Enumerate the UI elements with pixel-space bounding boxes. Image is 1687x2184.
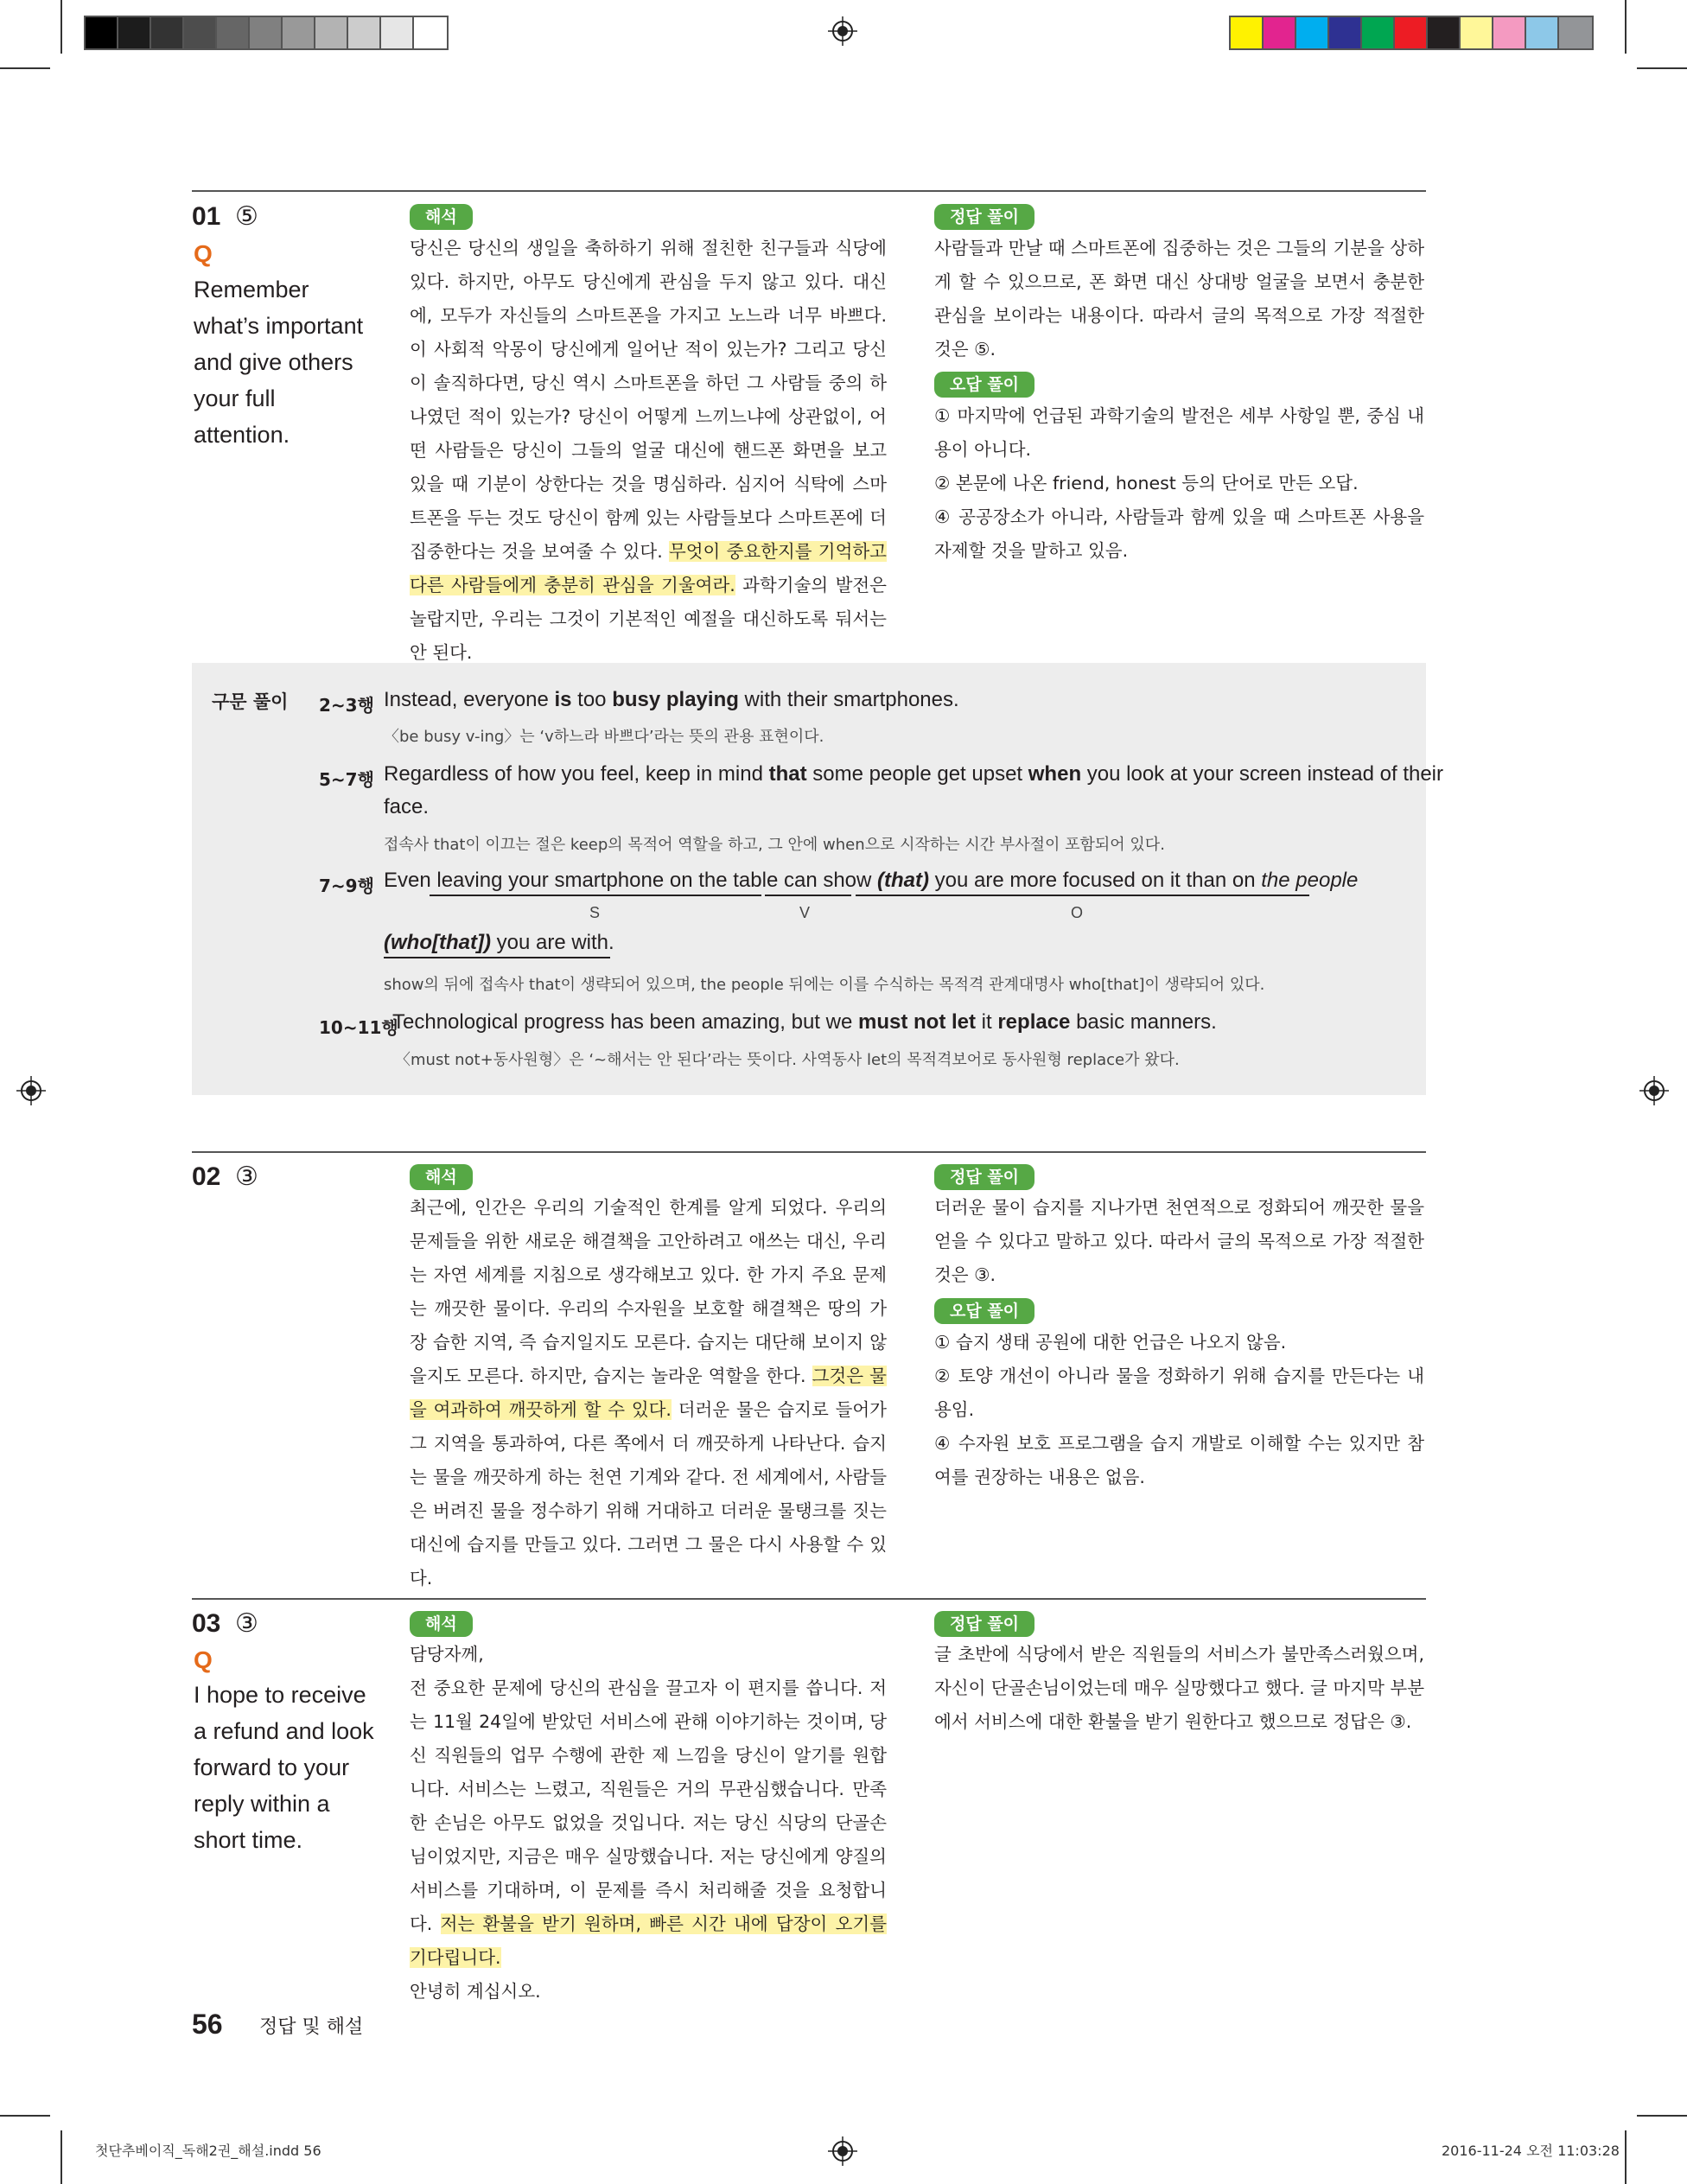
- grammar-note: show의 뒤에 접속사 that이 생략되어 있으며, the people 뒤에는 이를 수식하는 목적격 관계대명사 who[that]이 생략되어 있다.: [384, 976, 1265, 994]
- grayscale-color-bar: [84, 16, 449, 50]
- registration-mark-right: [1639, 1076, 1669, 1105]
- color-swatch: [381, 17, 414, 48]
- wrong-answer-badge: 오답 풀이: [934, 1298, 1034, 1324]
- color-swatch: [118, 17, 151, 48]
- question-number: 02 ③: [192, 1162, 258, 1191]
- answer-badge: 정답 풀이: [934, 204, 1034, 230]
- answer-explanation: 사람들과 만날 때 스마트폰에 집중하는 것은 그들의 기분을 상하게 할 수 있으므로, 폰 화면 대신 상대방 얼굴을 보면서 충분한 관심을 보이라는 내용이다. 따라서 글의 목적으로 가장 적절한 것은 ⑤.: [934, 238, 1425, 360]
- crop-mark: [60, 0, 62, 54]
- translation-text: 담당자께, 전 중요한 문제에 당신의 관심을 끌고자 이 편지를 씁니다. 저는 11월 24일에 받았던 서비스에 관해 이야기하는 것이며, 당신 직원들의 업무 수행에 관한 제 느낌을 당신이 알기를 원합니다. 서비스는 느렸고, 직원들은 거의 무관심했습니다. 만족한 손님은 아무도 없었을 것입니다. 저는 당신 식당의 단골손님이었지만, 지금은 매우 실망했습니다. 저는 당신에게 양질의 서비스를 기대하며, 이 문제를 즉시 처리해줄 것을 요청합니다. 저는 환불을 받기 원하며, 빠른 시간 내에 답장이 오기를 기다립니다. 안녕히 계십시오.: [410, 1638, 887, 2009]
- line-ref: 5~7행: [319, 769, 374, 790]
- color-swatch: [1231, 17, 1264, 48]
- section-divider: [192, 190, 1426, 192]
- grammar-sentence: Regardless of how you feel, keep in mind that some people get upset when you look at your screen instead of their: [384, 762, 1444, 786]
- list-item: ④ 수자원 보호 프로그램을 습지 개발로 이해할 수는 있지만 참여를 권장하는 내용은 없음.: [934, 1433, 1424, 1487]
- grammar-sentence-cont: (who[that]) you are with.: [384, 931, 614, 954]
- section-divider: [192, 1598, 1426, 1600]
- letter-greeting: 담당자께,: [410, 1644, 484, 1665]
- color-swatch: [1493, 17, 1526, 48]
- answer-explanation: 글 초반에 식당에서 받은 직원들의 서비스가 불만족스러웠으며, 자신이 단골손님이었는데 매우 실망했다고 했다. 글 마지막 부분에서 서비스에 대한 환불을 받기 원한다고 했으므로 정답은 ③.: [934, 1644, 1425, 1732]
- translation-text: 당신은 당신의 생일을 축하하기 위해 절친한 친구들과 식당에 있다. 하지만, 아무도 당신에게 관심을 두지 않고 있다. 대신에, 모두가 자신들의 스마트폰을 가지고 노느라 너무 바쁘다. 이 사회적 악몽이 당신에게 일어난 적이 있는가? 그리고 당신이 솔직하다면, 당신 역시 스마트폰을 하던 그 사람들 중의 하나였던 적이 있는가? 당신이 어떻게 느끼느냐에 상관없이, 어떤 사람들은 당신이 그들의 얼굴 대신에 핸드폰 화면을 보고 있을 때 기분이 상한다는 것을 명심하라. 심지어 식탁에 스마트폰을 두는 것도 당신이 함께 있는 사람들보다 스마트폰에 더 집중한다는 것을 보여줄 수 있다. 무엇이 중요한지를 기억하고 다른 사람들에게 충분히 관심을 기울여라. 과학기술의 발전은 놀랍지만, 우리는 그것이 기본적인 예절을 대신하도록 둬서는 안 된다.: [410, 238, 887, 663]
- object-underline: [384, 957, 610, 958]
- translation-badge: 해석: [410, 204, 473, 230]
- color-swatch: [1559, 17, 1592, 48]
- translation-badge: 해석: [410, 1164, 473, 1190]
- crop-mark: [1637, 67, 1687, 69]
- grammar-note: 접속사 that이 이끄는 절은 keep의 목적어 역할을 하고, 그 안에 when으로 시작하는 시간 부사절이 포함되어 있다.: [384, 836, 1165, 854]
- q-marker: Q: [194, 240, 213, 267]
- color-swatch: [1395, 17, 1428, 48]
- crop-mark: [1637, 2115, 1687, 2117]
- registration-mark-top: [828, 16, 857, 46]
- registration-mark-bottom: [828, 2136, 857, 2166]
- object-underline: [856, 895, 1309, 896]
- subject-underline: [430, 895, 761, 896]
- color-swatch: [1428, 17, 1461, 48]
- crop-mark: [0, 67, 50, 69]
- wrong-answer-badge: 오답 풀이: [934, 372, 1034, 398]
- verb-label: V: [799, 904, 811, 921]
- answer-badge: 정답 풀이: [934, 1611, 1034, 1637]
- crop-mark: [60, 2130, 62, 2184]
- list-item: ① 마지막에 언급된 과학기술의 발전은 세부 사항일 뿐, 중심 내용이 아니다.: [934, 405, 1424, 460]
- crop-mark: [0, 2115, 50, 2117]
- grammar-sentence-cont: face.: [384, 795, 430, 818]
- color-swatch: [1264, 17, 1296, 48]
- list-item: ② 토양 개선이 아니라 물을 정화하기 위해 습지를 만든다는 내용임.: [934, 1366, 1424, 1420]
- color-swatch: [1461, 17, 1493, 48]
- section-label: 정답 및 해설: [259, 2016, 364, 2038]
- color-swatch: [184, 17, 217, 48]
- list-item: ④ 공공장소가 아니라, 사람들과 함께 있을 때 스마트폰 사용을 자제할 것을 말하고 있음.: [934, 506, 1424, 561]
- list-item: ① 습지 생태 공원에 대한 언급은 나오지 않음.: [934, 1332, 1287, 1353]
- grammar-note: 〈be busy v-ing〉는 ‘v하느라 바쁘다’라는 뜻의 관용 표현이다.: [384, 728, 824, 746]
- page-number: 56: [192, 2009, 223, 2040]
- grammar-sentence: Even leaving your smartphone on the table can show (that) you are more focused on it than on the people: [384, 869, 1359, 892]
- wrong-answer-list: [934, 1326, 1424, 1494]
- color-swatch: [283, 17, 315, 48]
- color-swatch: [151, 17, 184, 48]
- color-swatch: [217, 17, 250, 48]
- answer-explanation: 더러운 물이 습지를 지나가면 천연적으로 정화되어 깨끗한 물을 얻을 수 있다고 말하고 있다. 따라서 글의 목적으로 가장 적절한 것은 ③.: [934, 1197, 1424, 1285]
- grammar-note: 〈must not+동사원형〉은 ‘~해서는 안 된다’라는 뜻이다. 사역동사 let의 목적격보어로 동사원형 replace가 왔다.: [395, 1051, 1180, 1069]
- registration-mark-left: [16, 1076, 46, 1105]
- summary-sentence: I hope to receive a refund and look forward to your reply within a short time.: [194, 1682, 374, 1853]
- color-swatch: [1526, 17, 1559, 48]
- line-ref: 2~3행: [319, 695, 374, 716]
- color-swatch: [250, 17, 283, 48]
- question-number: 03 ③: [192, 1609, 258, 1638]
- color-swatch: [414, 17, 447, 48]
- grammar-sentence: Technological progress has been amazing, but we must not let it replace basic manners.: [392, 1010, 1217, 1034]
- list-item: ② 본문에 나온 friend, honest 등의 단어로 만든 오답.: [934, 473, 1359, 493]
- summary-sentence: Remember what’s important and give others your full attention.: [194, 277, 364, 448]
- question-number: 01 ⑤: [192, 202, 258, 231]
- file-slug: 첫단추베이직_독해2권_해설.indd 56: [95, 2143, 321, 2159]
- grammar-sentence: Instead, everyone is too busy playing with their smartphones.: [384, 688, 959, 711]
- crop-mark: [1625, 0, 1627, 54]
- verb-underline: [765, 895, 851, 896]
- color-swatch: [86, 17, 118, 48]
- section-divider: [192, 1151, 1426, 1153]
- key-sentence-highlight: 그것은 물을 여과하여 깨끗하게 할 수 있다.: [410, 1366, 887, 1420]
- q-marker: Q: [194, 1646, 213, 1673]
- grammar-title: 구문 풀이: [212, 691, 289, 712]
- line-ref: 10~11행: [319, 1017, 398, 1038]
- wrong-answer-list: [934, 399, 1424, 568]
- object-label: O: [1071, 904, 1084, 921]
- color-swatch: [1296, 17, 1329, 48]
- process-color-bar: [1229, 16, 1594, 50]
- translation-badge: 해석: [410, 1611, 473, 1637]
- key-sentence-highlight: 무엇이 중요한지를 기억하고 다른 사람들에게 충분히 관심을 기울여라.: [410, 541, 887, 595]
- color-swatch: [315, 17, 348, 48]
- letter-closing: 안녕히 계십시오.: [410, 1981, 541, 2002]
- color-swatch: [1362, 17, 1395, 48]
- crop-mark: [1625, 2130, 1627, 2184]
- translation-text: 최근에, 인간은 우리의 기술적인 한계를 알게 되었다. 우리의 문제들을 위한 새로운 해결책을 고안하려고 애쓰는 대신, 우리는 자연 세계를 지침으로 생각해보고 있다. 한 가지 주요 문제는 깨끗한 물이다. 우리의 수자원을 보호할 해결책은 땅의 가장 습한 지역, 즉 습지일지도 모른다. 습지는 대단해 보이지 않을지도 모른다. 하지만, 습지는 놀라운 역할을 한다. 그것은 물을 여과하여 깨끗하게 할 수 있다. 더러운 물은 습지로 들어가 그 지역을 통과하여, 다른 쪽에서 더 깨끗하게 나타난다. 습지는 물을 깨끗하게 하는 천연 기계와 같다. 전 세계에서, 사람들은 버려진 물을 정수하기 위해 거대하고 더러운 물탱크를 짓는 대신에 습지를 만들고 있다. 그러면 그 물은 다시 사용할 수 있다.: [410, 1197, 887, 1589]
- timestamp-slug: 2016-11-24 오전 11:03:28: [1442, 2143, 1620, 2159]
- color-swatch: [348, 17, 381, 48]
- key-sentence-highlight: 저는 환불을 받기 원하며, 빠른 시간 내에 답장이 오기를 기다립니다.: [410, 1913, 888, 1968]
- subject-label: S: [589, 904, 601, 921]
- line-ref: 7~9행: [319, 876, 374, 896]
- answer-badge: 정답 풀이: [934, 1164, 1034, 1190]
- color-swatch: [1329, 17, 1362, 48]
